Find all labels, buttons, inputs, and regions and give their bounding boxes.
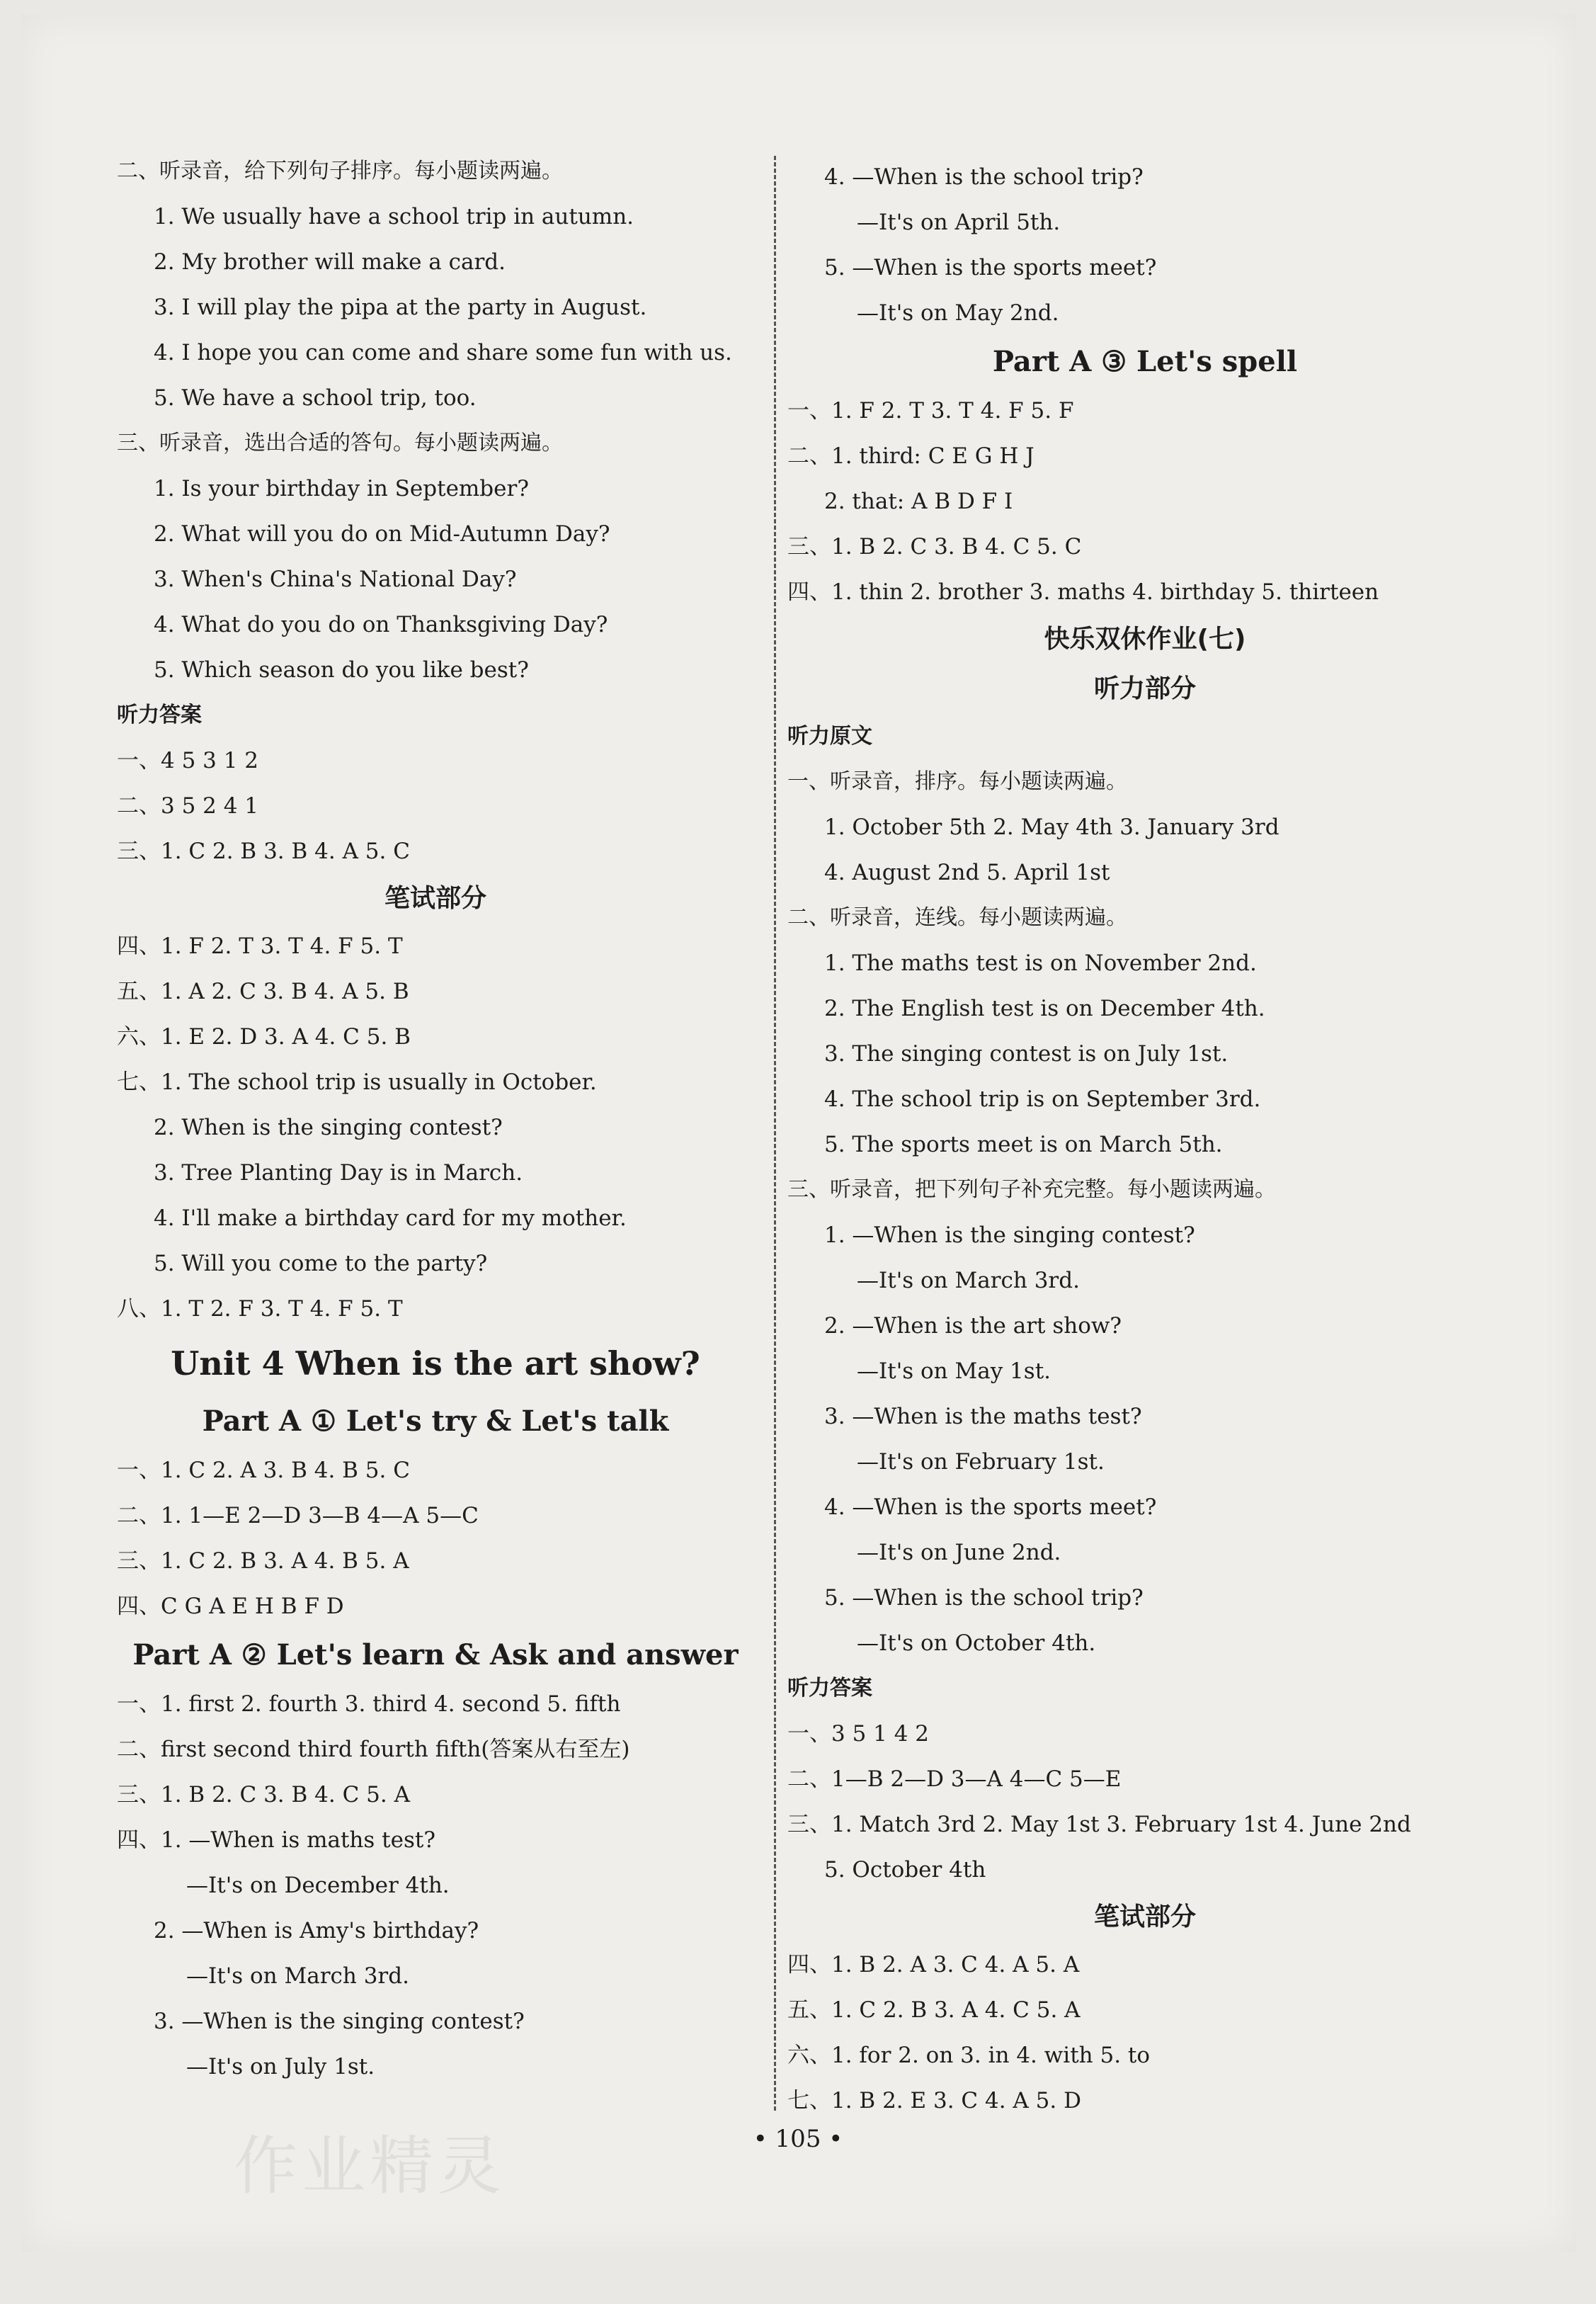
answer-line: 四、1. —When is maths test? bbox=[117, 1827, 435, 1853]
answer-line: 三、1. B 2. C 3. B 4. C 5. A bbox=[117, 1782, 410, 1808]
answer-line: 5. —When is the sports meet? bbox=[824, 255, 1157, 280]
answer-line: 2. —When is the art show? bbox=[824, 1313, 1122, 1339]
answer-line: 七、1. B 2. E 3. C 4. A 5. D bbox=[787, 2088, 1081, 2113]
answer-line: 二、first second third fourth fifth(答案从右至左) bbox=[117, 1737, 630, 1762]
answer-line: 5. We have a school trip, too. bbox=[154, 385, 477, 411]
answer-line: 3. When's China's National Day? bbox=[154, 567, 517, 592]
answer-line: 四、1. F 2. T 3. T 4. F 5. T bbox=[117, 933, 403, 959]
answer-line: 1. The maths test is on November 2nd. bbox=[824, 950, 1257, 976]
part-title: Part A ③ Let's spell bbox=[992, 345, 1298, 378]
answer-line: 二、1. 1—E 2—D 3—B 4—A 5—C bbox=[117, 1503, 479, 1528]
answer-line: 1. We usually have a school trip in autumn. bbox=[154, 204, 634, 229]
answer-line: 一、3 5 1 4 2 bbox=[787, 1721, 930, 1747]
right-column bbox=[787, 154, 1503, 2123]
answer-line: 一、1. first 2. fourth 3. third 4. second 5. fifth bbox=[117, 1691, 621, 1717]
answer-line: —It's on May 1st. bbox=[857, 1358, 1051, 1384]
answer-line: —It's on February 1st. bbox=[857, 1449, 1105, 1475]
page-number: • 105 • bbox=[753, 2125, 843, 2153]
answer-line: 2. My brother will make a card. bbox=[154, 249, 506, 275]
answer-line: 1. October 5th 2. May 4th 3. January 3rd bbox=[824, 815, 1279, 840]
answer-line: —It's on June 2nd. bbox=[857, 1540, 1061, 1565]
answer-line: 2. What will you do on Mid-Autumn Day? bbox=[154, 521, 610, 547]
answer-line: 1. Is your birthday in September? bbox=[154, 476, 529, 501]
answer-line: 4. August 2nd 5. April 1st bbox=[824, 860, 1110, 885]
answer-line: 四、1. thin 2. brother 3. maths 4. birthday 5. thirteen bbox=[787, 579, 1379, 605]
answer-line: 4. I'll make a birthday card for my mother. bbox=[154, 1205, 627, 1231]
column-divider bbox=[774, 156, 776, 2111]
section-heading: 二、听录音，给下列句子排序。每小题读两遍。 bbox=[117, 159, 563, 183]
answer-line: 八、1. T 2. F 3. T 4. F 5. T bbox=[117, 1296, 403, 1322]
answer-line: 2. When is the singing contest? bbox=[154, 1115, 503, 1140]
answer-line: 4. —When is the school trip? bbox=[824, 164, 1144, 190]
answer-line: —It's on July 1st. bbox=[186, 2054, 375, 2079]
answer-line: 3. I will play the pipa at the party in August. bbox=[154, 295, 647, 320]
answer-line: 3. The singing contest is on July 1st. bbox=[824, 1041, 1229, 1067]
answer-line: —It's on April 5th. bbox=[857, 210, 1061, 235]
part-title: Part A ① Let's try & Let's talk bbox=[202, 1404, 669, 1438]
section-title: 听力部分 bbox=[1093, 674, 1196, 703]
answer-line: 4. —When is the sports meet? bbox=[824, 1494, 1157, 1520]
answer-line: 一、4 5 3 1 2 bbox=[117, 748, 259, 773]
answer-line: —It's on December 4th. bbox=[186, 1873, 450, 1898]
answer-line: 四、1. B 2. A 3. C 4. A 5. A bbox=[787, 1952, 1080, 1977]
label: 听力答案 bbox=[787, 1676, 872, 1701]
answer-line: 六、1. E 2. D 3. A 4. C 5. B bbox=[117, 1024, 411, 1050]
answer-line: 3. —When is the maths test? bbox=[824, 1404, 1142, 1429]
answer-line: 2. The English test is on December 4th. bbox=[824, 996, 1265, 1021]
section-heading: 三、听录音，把下列句子补充完整。每小题读两遍。 bbox=[787, 1177, 1276, 1202]
answer-line: 5. Will you come to the party? bbox=[154, 1251, 488, 1276]
answer-line: —It's on March 3rd. bbox=[857, 1268, 1080, 1293]
label: 听力答案 bbox=[117, 703, 202, 727]
answer-line: 二、1—B 2—D 3—A 4—C 5—E bbox=[787, 1766, 1122, 1792]
watermark: 作业精灵 bbox=[234, 2129, 506, 2203]
answer-line: 5. October 4th bbox=[824, 1857, 986, 1883]
answer-line: 4. The school trip is on September 3rd. bbox=[824, 1086, 1261, 1112]
unit-title: Unit 4 When is the art show? bbox=[171, 1344, 700, 1383]
answer-line: 二、1. third: C E G H J bbox=[787, 443, 1034, 469]
answer-line: 一、1. F 2. T 3. T 4. F 5. F bbox=[787, 398, 1074, 424]
answer-line: 三、1. B 2. C 3. B 4. C 5. C bbox=[787, 534, 1082, 560]
answer-line: 5. —When is the school trip? bbox=[824, 1585, 1144, 1611]
left-column bbox=[117, 149, 754, 2089]
answer-line: 2. —When is Amy's birthday? bbox=[154, 1918, 479, 1943]
answer-line: 三、1. C 2. B 3. B 4. A 5. C bbox=[117, 839, 410, 864]
part-title: Part A ② Let's learn & Ask and answer bbox=[132, 1638, 739, 1672]
answer-line: 1. —When is the singing contest? bbox=[824, 1222, 1195, 1248]
answer-line: 3. Tree Planting Day is in March. bbox=[154, 1160, 523, 1186]
answer-line: 四、C G A E H B F D bbox=[117, 1594, 344, 1619]
answer-line: 一、1. C 2. A 3. B 4. B 5. C bbox=[117, 1458, 410, 1483]
answer-line: 4. I hope you can come and share some fun with us. bbox=[154, 340, 732, 365]
answer-line: 3. —When is the singing contest? bbox=[154, 2009, 525, 2034]
answer-line: —It's on May 2nd. bbox=[857, 300, 1059, 326]
answer-line: 五、1. A 2. C 3. B 4. A 5. B bbox=[117, 979, 409, 1004]
answer-line: 5. Which season do you like best? bbox=[154, 657, 529, 683]
section-title: 笔试部分 bbox=[384, 884, 486, 913]
answer-line: 七、1. The school trip is usually in October. bbox=[117, 1069, 597, 1095]
section-heading: 三、听录音，选出合适的答句。每小题读两遍。 bbox=[117, 431, 563, 455]
answer-line: 二、3 5 2 4 1 bbox=[117, 793, 259, 819]
section-title: 笔试部分 bbox=[1093, 1902, 1196, 1931]
answer-line: 三、1. C 2. B 3. A 4. B 5. A bbox=[117, 1548, 409, 1574]
answer-line: 三、1. Match 3rd 2. May 1st 3. February 1st 4. June 2nd bbox=[787, 1812, 1411, 1837]
section-heading: 一、听录音，排序。每小题读两遍。 bbox=[787, 769, 1127, 794]
answer-line: 2. that: A B D F I bbox=[824, 489, 1013, 514]
label: 听力原文 bbox=[787, 724, 872, 749]
section-heading: 二、听录音，连线。每小题读两遍。 bbox=[787, 905, 1127, 930]
answer-line: 六、1. for 2. on 3. in 4. with 5. to bbox=[787, 2043, 1151, 2068]
answer-line: —It's on October 4th. bbox=[857, 1630, 1096, 1656]
answer-line: 五、1. C 2. B 3. A 4. C 5. A bbox=[787, 1997, 1081, 2023]
answer-line: 4. What do you do on Thanksgiving Day? bbox=[154, 612, 608, 637]
answer-line: 5. The sports meet is on March 5th. bbox=[824, 1132, 1223, 1157]
section-title: 快乐双休作业(七) bbox=[1044, 625, 1246, 654]
answer-line: —It's on March 3rd. bbox=[186, 1963, 409, 1989]
